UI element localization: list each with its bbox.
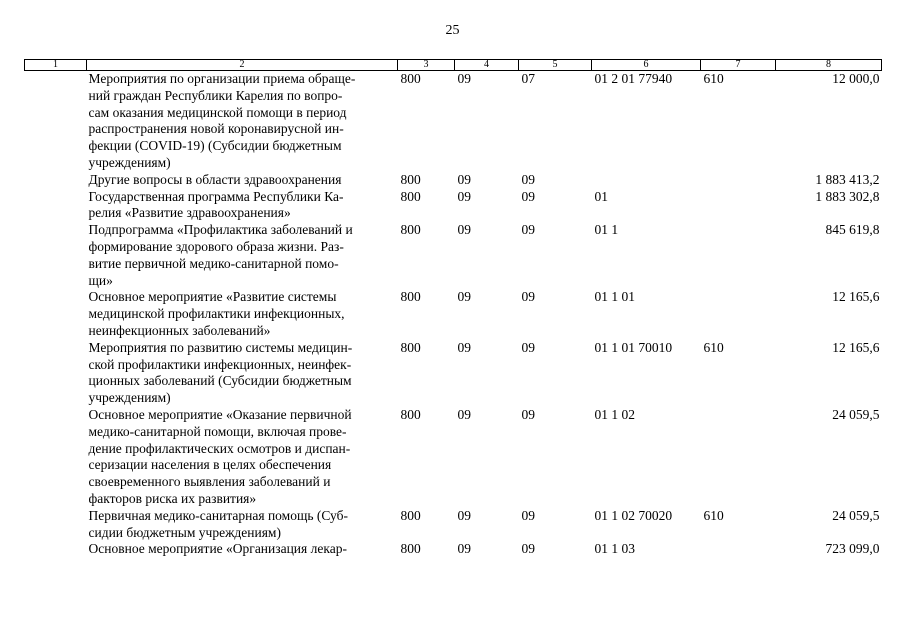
- empty-cell: [25, 189, 87, 223]
- subsection-code-cell: 09: [521, 541, 535, 557]
- ministry-code-cell: 800: [400, 71, 421, 86]
- column-number-header: 5: [519, 60, 592, 71]
- empty-cell: [25, 222, 87, 289]
- expense-type-cell: [701, 407, 776, 508]
- column-number-header: 8: [776, 60, 882, 71]
- item-name-cell: Другие вопросы в области здравоохранения: [88, 171, 342, 187]
- target-code-cell: 01 1: [594, 222, 619, 238]
- section-code-cell: 09: [457, 171, 471, 187]
- amount-cell: 845 619,8: [825, 222, 880, 238]
- amount-cell: 723 099,0: [825, 541, 880, 557]
- subsection-code-cell: 09: [521, 222, 535, 238]
- amount-cell: 12 165,6: [832, 289, 880, 305]
- budget-table: [24, 59, 882, 558]
- target-code-cell: 01 1 03: [594, 541, 635, 557]
- section-code-cell: 09: [457, 507, 471, 523]
- section-code-cell: 09: [457, 339, 471, 355]
- table-row: [25, 189, 882, 223]
- section-code-cell: 09: [457, 222, 471, 238]
- item-name-cell: Подпрограмма «Профилактика заболеваний и формирование здорового образа жизни. Раз- витие первичной медико-санитарной помо- щи»: [88, 222, 353, 288]
- target-code-cell: 01 1 02 70020: [594, 507, 673, 523]
- ministry-code-cell: 800: [400, 171, 421, 187]
- ministry-code-cell: 800: [400, 339, 421, 355]
- amount-cell: 1 883 413,2: [815, 171, 880, 187]
- subsection-code-cell: 09: [521, 289, 535, 305]
- table-row: [25, 407, 882, 508]
- column-number-header-row: [25, 60, 882, 71]
- column-number-header: 2: [87, 60, 398, 71]
- section-code-cell: 09: [457, 188, 471, 204]
- expense-type-cell: 610: [703, 339, 724, 355]
- empty-cell: [25, 340, 87, 407]
- section-code-cell: 09: [457, 289, 471, 305]
- target-code-cell: [592, 172, 701, 189]
- ministry-code-cell: 800: [400, 222, 421, 238]
- ministry-code-cell: 800: [400, 188, 421, 204]
- column-number-header: 6: [592, 60, 701, 71]
- subsection-code-cell: 09: [521, 171, 535, 187]
- ministry-code-cell: 800: [400, 406, 421, 422]
- target-code-cell: 01 2 01 77940: [594, 71, 673, 86]
- item-name-cell: Основное мероприятие «Развитие системы медицинской профилактики инфекционных, неинфекционных заболеваний»: [88, 289, 345, 338]
- item-name-cell: Мероприятия по развитию системы медицин- ской профилактики инфекционных, неинфек- ционных заболеваний (Субсидии бюджетным учреждениям): [88, 339, 353, 406]
- table-row: [25, 71, 882, 172]
- expense-type-cell: [701, 172, 776, 189]
- expense-type-cell: [701, 289, 776, 339]
- empty-cell: [25, 172, 87, 189]
- subsection-code-cell: 09: [521, 507, 535, 523]
- target-code-cell: 01 1 01: [594, 289, 635, 305]
- section-code-cell: 09: [457, 406, 471, 422]
- amount-cell: 12 000,0: [832, 71, 880, 86]
- amount-cell: 12 165,6: [832, 339, 880, 355]
- table-row: [25, 340, 882, 407]
- expense-type-cell: [701, 541, 776, 558]
- target-code-cell: 01 1 01 70010: [594, 339, 673, 355]
- ministry-code-cell: 800: [400, 507, 421, 523]
- item-name-cell: Основное мероприятие «Организация лекар-: [88, 541, 347, 557]
- item-name-cell: Основное мероприятие «Оказание первичной медико-санитарной помощи, включая прове- дение профилактических осмотров и диспан- серизации населения в целях обеспечения своевременного выявления заболеваний и факторов риска их развития»: [88, 406, 352, 506]
- column-number-header: 4: [455, 60, 519, 71]
- section-code-cell: 09: [457, 71, 471, 86]
- table-row: [25, 222, 882, 289]
- subsection-code-cell: 07: [521, 71, 535, 86]
- amount-cell: 24 059,5: [832, 406, 880, 422]
- empty-cell: [25, 541, 87, 558]
- column-number-header: 7: [701, 60, 776, 71]
- empty-cell: [25, 407, 87, 508]
- table-row: [25, 289, 882, 339]
- page-number: 25: [445, 23, 460, 38]
- expense-type-cell: [701, 222, 776, 289]
- column-number-header: 3: [398, 60, 455, 71]
- subsection-code-cell: 09: [521, 339, 535, 355]
- expense-type-cell: 610: [703, 71, 724, 86]
- table-row: [25, 172, 882, 189]
- empty-cell: [25, 289, 87, 339]
- column-number-header: 1: [25, 60, 87, 71]
- target-code-cell: 01: [594, 188, 608, 204]
- expense-type-cell: 610: [703, 507, 724, 523]
- table-row: [25, 541, 882, 558]
- item-name-cell: Государственная программа Республики Ка- релия «Развитие здравоохранения»: [88, 188, 344, 221]
- item-name-cell: Мероприятия по организации приема обраще- ний граждан Республики Карелия по вопро- сам оказания медицинской помощи в период распространения новой коронавирусной ин- фекции (COVID-19) (Субсидии бюджетным учреждениям): [88, 71, 356, 170]
- ministry-code-cell: 800: [400, 541, 421, 557]
- amount-cell: 1 883 302,8: [815, 188, 880, 204]
- amount-cell: 24 059,5: [832, 507, 880, 523]
- item-name-cell: Первичная медико-санитарная помощь (Суб- сидии бюджетным учреждениям): [88, 507, 348, 540]
- subsection-code-cell: 09: [521, 188, 535, 204]
- empty-cell: [25, 71, 87, 172]
- table-row: [25, 508, 882, 542]
- ministry-code-cell: 800: [400, 289, 421, 305]
- expense-type-cell: [701, 189, 776, 223]
- section-code-cell: 09: [457, 541, 471, 557]
- target-code-cell: 01 1 02: [594, 406, 635, 422]
- subsection-code-cell: 09: [521, 406, 535, 422]
- empty-cell: [25, 508, 87, 542]
